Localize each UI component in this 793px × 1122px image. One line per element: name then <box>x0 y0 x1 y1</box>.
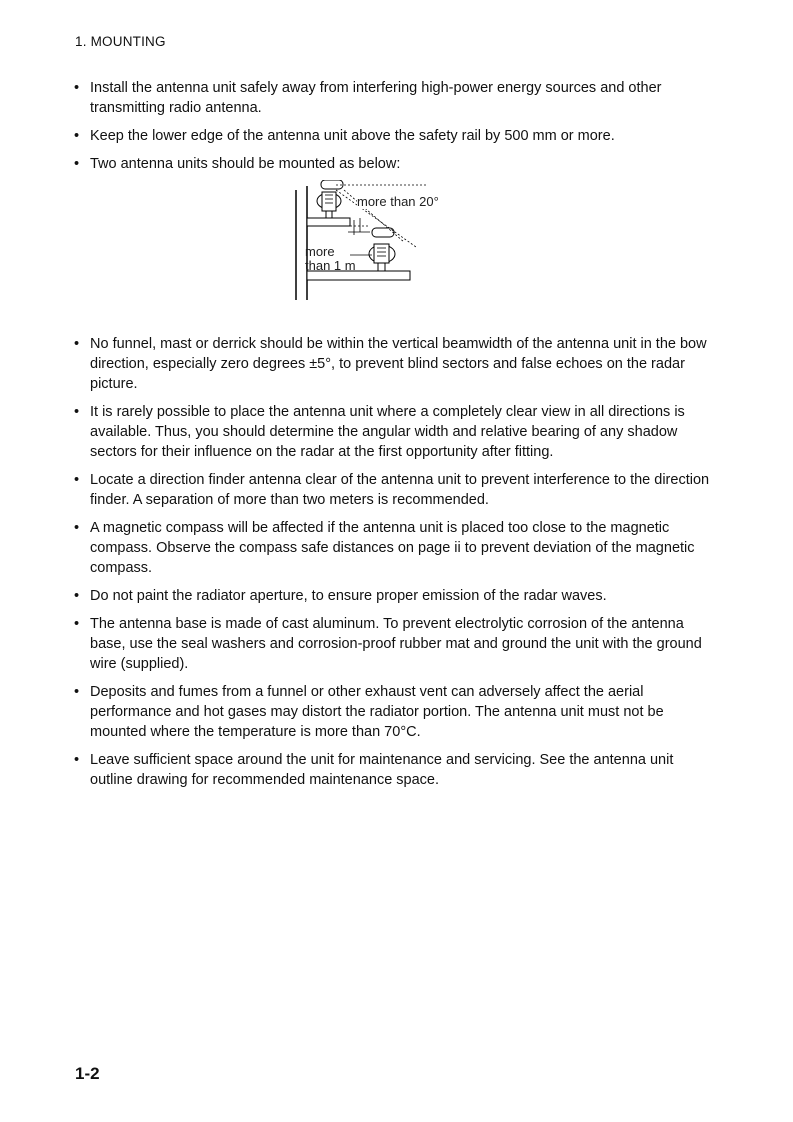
list-item: • No funnel, mast or derrick should be within the vertical beamwidth of the antenna unit in the bow direction, especially zero degrees ±5°, to prevent blind sectors and false echoes on the radar picture. <box>74 334 714 394</box>
list-item: • A magnetic compass will be affected if the antenna unit is placed too close to the magnetic compass. Observe the compass safe distances on page ii to prevent deviation of the magnetic compass. <box>74 518 714 578</box>
instruction-list <box>74 78 714 798</box>
upper-antenna-icon <box>317 180 343 218</box>
distance-label-line2: than 1 m <box>305 258 356 273</box>
list-item: • Leave sufficient space around the unit for maintenance and servicing. See the antenna unit outline drawing for recommended maintenance space. <box>74 750 714 790</box>
lower-antenna-icon <box>369 228 395 271</box>
list-item: • Keep the lower edge of the antenna unit above the safety rail by 500 mm or more. <box>74 126 714 146</box>
distance-label-line1: more <box>305 244 335 259</box>
distance-label <box>305 245 356 273</box>
list-item: • Deposits and fumes from a funnel or other exhaust vent can adversely affect the aerial performance and hot gases may distort the radiator portion. The antenna unit must not be mounted where the temperature is more than 70°C. <box>74 682 714 742</box>
page-number: 1-2 <box>75 1064 100 1083</box>
list-item: • It is rarely possible to place the antenna unit where a completely clear view in all directions is available. Thus, you should determine the angular width and relative bearing of any shadow sectors for their influence on the radar at the first opportunity after fitting. <box>74 402 714 462</box>
list-item: • Two antenna units should be mounted as below: <box>74 154 714 174</box>
section-header: 1. MOUNTING <box>75 34 166 49</box>
list-item: • Locate a direction finder antenna clear of the antenna unit to prevent interference to the direction finder. A separation of more than two meters is recommended. <box>74 470 714 510</box>
antenna-mounting-diagram <box>292 180 492 320</box>
list-item: • Do not paint the radiator aperture, to ensure proper emission of the radar waves. <box>74 586 714 606</box>
angle-label: more than 20° <box>357 194 439 209</box>
list-item: • The antenna base is made of cast aluminum. To prevent electrolytic corrosion of the antenna base, use the seal washers and corrosion-proof rubber mat and ground the unit with the ground wire (supplied). <box>74 614 714 674</box>
list-item: • Install the antenna unit safely away from interfering high-power energy sources and other transmitting radio antenna. <box>74 78 714 118</box>
